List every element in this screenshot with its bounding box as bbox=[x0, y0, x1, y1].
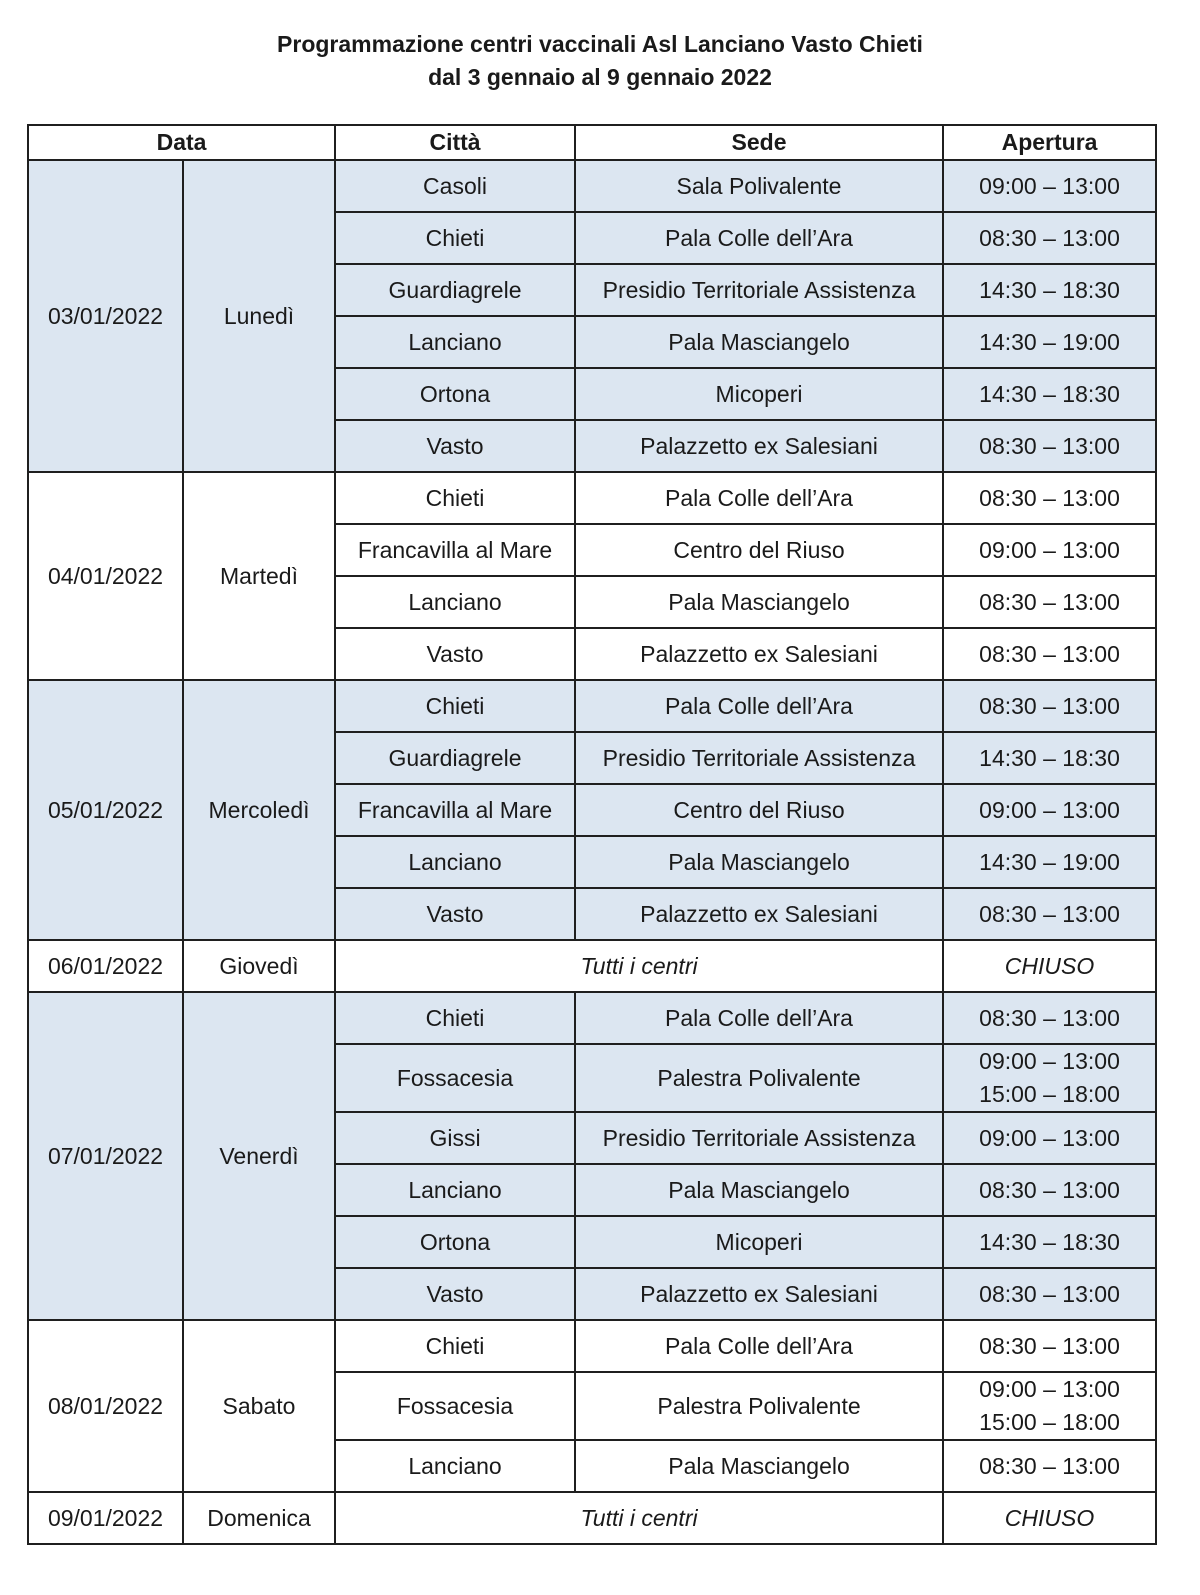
opening-hours-line: 08:30 – 13:00 bbox=[979, 692, 1120, 719]
table-row bbox=[28, 1492, 1156, 1544]
city-cell: Fossacesia bbox=[335, 1044, 575, 1112]
weekday-cell: Lunedì bbox=[183, 160, 335, 472]
opening-hours-line: 09:00 – 13:00 bbox=[979, 1048, 1120, 1074]
table-row bbox=[28, 472, 1156, 524]
hours-cell bbox=[943, 732, 1156, 784]
site-cell: Pala Masciangelo bbox=[575, 1164, 943, 1216]
opening-hours-line: 14:30 – 19:00 bbox=[979, 848, 1120, 875]
site-cell: Presidio Territoriale Assistenza bbox=[575, 264, 943, 316]
hours-cell bbox=[943, 212, 1156, 264]
city-cell: Lanciano bbox=[335, 576, 575, 628]
opening-hours-line: 08:30 – 13:00 bbox=[979, 1004, 1120, 1031]
table-row bbox=[28, 1320, 1156, 1372]
closed-label-cell: Tutti i centri bbox=[335, 940, 943, 992]
header-apertura: Apertura bbox=[943, 125, 1156, 160]
hours-cell bbox=[943, 420, 1156, 472]
city-cell: Lanciano bbox=[335, 1440, 575, 1492]
title-line-1: Programmazione centri vaccinali Asl Lanciano Vasto Chieti bbox=[277, 31, 923, 57]
weekday-cell: Mercoledì bbox=[183, 680, 335, 940]
closed-label-cell: Tutti i centri bbox=[335, 1492, 943, 1544]
opening-hours-line: 14:30 – 18:30 bbox=[979, 1228, 1120, 1255]
opening-hours-line: 08:30 – 13:00 bbox=[979, 1176, 1120, 1203]
site-cell: Pala Masciangelo bbox=[575, 576, 943, 628]
hours-cell bbox=[943, 1372, 1156, 1440]
site-cell: Centro del Riuso bbox=[575, 784, 943, 836]
opening-hours-line: 08:30 – 13:00 bbox=[979, 432, 1120, 459]
opening-hours-line: 14:30 – 18:30 bbox=[979, 380, 1120, 407]
weekday-cell: Venerdì bbox=[183, 992, 335, 1320]
opening-hours-line: 09:00 – 13:00 bbox=[979, 796, 1120, 823]
site-cell: Pala Colle dell’Ara bbox=[575, 212, 943, 264]
site-cell: Pala Masciangelo bbox=[575, 1440, 943, 1492]
opening-hours-line: 14:30 – 18:30 bbox=[979, 744, 1120, 771]
table-body bbox=[28, 160, 1156, 1544]
table-row bbox=[28, 680, 1156, 732]
city-cell: Guardiagrele bbox=[335, 732, 575, 784]
city-cell: Chieti bbox=[335, 992, 575, 1044]
site-cell: Centro del Riuso bbox=[575, 524, 943, 576]
city-cell: Francavilla al Mare bbox=[335, 784, 575, 836]
hours-cell bbox=[943, 264, 1156, 316]
weekday-cell: Sabato bbox=[183, 1320, 335, 1492]
city-cell: Vasto bbox=[335, 420, 575, 472]
hours-cell bbox=[943, 680, 1156, 732]
date-cell: 06/01/2022 bbox=[28, 940, 183, 992]
city-cell: Chieti bbox=[335, 680, 575, 732]
site-cell: Pala Colle dell’Ara bbox=[575, 680, 943, 732]
weekday-cell: Domenica bbox=[183, 1492, 335, 1544]
site-cell: Pala Colle dell’Ara bbox=[575, 472, 943, 524]
hours-cell bbox=[943, 784, 1156, 836]
opening-hours-line: 08:30 – 13:00 bbox=[979, 588, 1120, 615]
site-cell: Palazzetto ex Salesiani bbox=[575, 628, 943, 680]
site-cell: Palazzetto ex Salesiani bbox=[575, 420, 943, 472]
hours-cell bbox=[943, 888, 1156, 940]
city-cell: Lanciano bbox=[335, 1164, 575, 1216]
hours-cell bbox=[943, 1440, 1156, 1492]
hours-cell bbox=[943, 160, 1156, 212]
opening-hours-line: 15:00 – 18:00 bbox=[979, 1081, 1120, 1107]
site-cell: Palestra Polivalente bbox=[575, 1372, 943, 1440]
opening-hours-line: 09:00 – 13:00 bbox=[979, 536, 1120, 563]
hours-cell bbox=[943, 1268, 1156, 1320]
city-cell: Guardiagrele bbox=[335, 264, 575, 316]
hours-cell bbox=[943, 472, 1156, 524]
hours-cell bbox=[943, 368, 1156, 420]
opening-hours-line: 08:30 – 13:00 bbox=[979, 640, 1120, 667]
city-cell: Chieti bbox=[335, 1320, 575, 1372]
site-cell: Presidio Territoriale Assistenza bbox=[575, 1112, 943, 1164]
hours-cell bbox=[943, 1164, 1156, 1216]
city-cell: Fossacesia bbox=[335, 1372, 575, 1440]
city-cell: Lanciano bbox=[335, 316, 575, 368]
site-cell: Palestra Polivalente bbox=[575, 1044, 943, 1112]
date-cell: 03/01/2022 bbox=[28, 160, 183, 472]
city-cell: Gissi bbox=[335, 1112, 575, 1164]
city-cell: Chieti bbox=[335, 472, 575, 524]
opening-hours-line: 09:00 – 13:00 bbox=[979, 1376, 1120, 1402]
hours-cell bbox=[943, 576, 1156, 628]
opening-hours-line: 14:30 – 19:00 bbox=[979, 328, 1120, 355]
weekday-cell: Martedì bbox=[183, 472, 335, 680]
opening-hours-line: 09:00 – 13:00 bbox=[979, 172, 1120, 199]
date-cell: 04/01/2022 bbox=[28, 472, 183, 680]
hours-cell bbox=[943, 1112, 1156, 1164]
opening-hours-line: 08:30 – 13:00 bbox=[979, 1332, 1120, 1359]
site-cell: Presidio Territoriale Assistenza bbox=[575, 732, 943, 784]
date-cell: 08/01/2022 bbox=[28, 1320, 183, 1492]
opening-hours-line: 09:00 – 13:00 bbox=[979, 1124, 1120, 1151]
date-cell: 05/01/2022 bbox=[28, 680, 183, 940]
hours-cell bbox=[943, 992, 1156, 1044]
opening-hours-line: 15:00 – 18:00 bbox=[979, 1409, 1120, 1435]
document-title bbox=[0, 0, 1200, 94]
site-cell: Pala Colle dell’Ara bbox=[575, 1320, 943, 1372]
opening-hours-line: 14:30 – 18:30 bbox=[979, 276, 1120, 303]
city-cell: Chieti bbox=[335, 212, 575, 264]
title-line-2: dal 3 gennaio al 9 gennaio 2022 bbox=[428, 64, 772, 90]
hours-cell bbox=[943, 524, 1156, 576]
site-cell: Palazzetto ex Salesiani bbox=[575, 1268, 943, 1320]
opening-hours-line: 08:30 – 13:00 bbox=[979, 900, 1120, 927]
hours-cell bbox=[943, 1044, 1156, 1112]
city-cell: Casoli bbox=[335, 160, 575, 212]
table-header-row bbox=[28, 125, 1156, 160]
table-row bbox=[28, 992, 1156, 1044]
city-cell: Francavilla al Mare bbox=[335, 524, 575, 576]
date-cell: 09/01/2022 bbox=[28, 1492, 183, 1544]
site-cell: Pala Colle dell’Ara bbox=[575, 992, 943, 1044]
closed-status-cell: CHIUSO bbox=[943, 940, 1156, 992]
table-row bbox=[28, 940, 1156, 992]
site-cell: Pala Masciangelo bbox=[575, 836, 943, 888]
city-cell: Vasto bbox=[335, 628, 575, 680]
opening-hours-line: 08:30 – 13:00 bbox=[979, 224, 1120, 251]
hours-cell bbox=[943, 836, 1156, 888]
city-cell: Ortona bbox=[335, 1216, 575, 1268]
header-data: Data bbox=[28, 125, 335, 160]
site-cell: Pala Masciangelo bbox=[575, 316, 943, 368]
hours-cell bbox=[943, 1216, 1156, 1268]
site-cell: Sala Polivalente bbox=[575, 160, 943, 212]
city-cell: Lanciano bbox=[335, 836, 575, 888]
opening-hours-line: 08:30 – 13:00 bbox=[979, 1452, 1120, 1479]
date-cell: 07/01/2022 bbox=[28, 992, 183, 1320]
site-cell: Micoperi bbox=[575, 1216, 943, 1268]
hours-cell bbox=[943, 316, 1156, 368]
header-sede: Sede bbox=[575, 125, 943, 160]
site-cell: Micoperi bbox=[575, 368, 943, 420]
vaccination-schedule-table bbox=[27, 124, 1157, 1545]
city-cell: Vasto bbox=[335, 888, 575, 940]
city-cell: Ortona bbox=[335, 368, 575, 420]
city-cell: Vasto bbox=[335, 1268, 575, 1320]
weekday-cell: Giovedì bbox=[183, 940, 335, 992]
header-citta: Città bbox=[335, 125, 575, 160]
hours-cell bbox=[943, 628, 1156, 680]
closed-status-cell: CHIUSO bbox=[943, 1492, 1156, 1544]
table-row bbox=[28, 160, 1156, 212]
opening-hours-line: 08:30 – 13:00 bbox=[979, 1280, 1120, 1307]
opening-hours-line: 08:30 – 13:00 bbox=[979, 484, 1120, 511]
site-cell: Palazzetto ex Salesiani bbox=[575, 888, 943, 940]
hours-cell bbox=[943, 1320, 1156, 1372]
